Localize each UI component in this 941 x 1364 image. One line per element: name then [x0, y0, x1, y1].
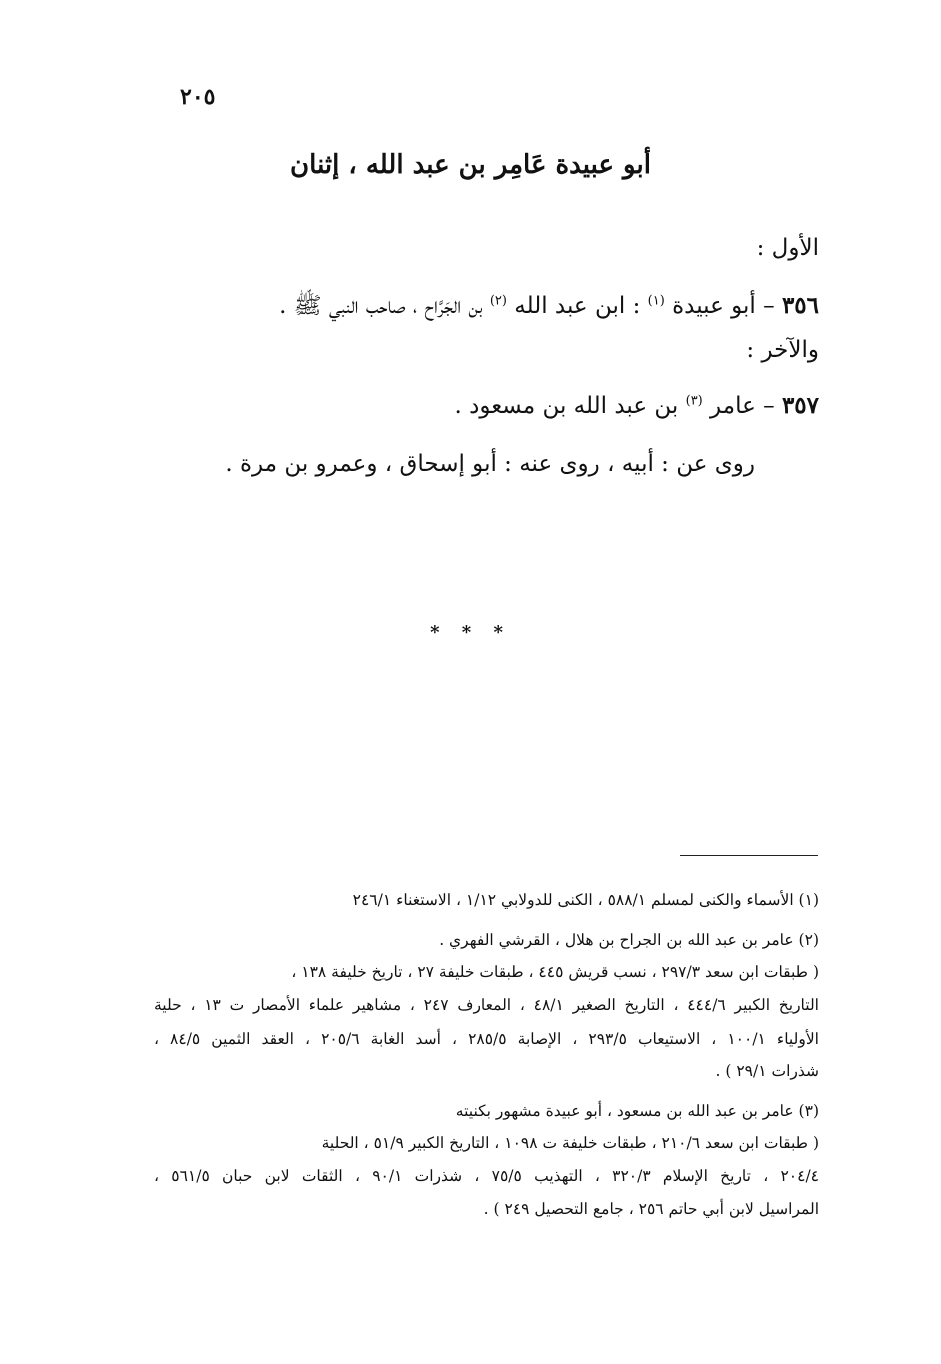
section-last-label: والآخر :	[746, 337, 819, 363]
entry-356	[279, 290, 819, 322]
entry-357-number: ٣٥٧	[781, 392, 819, 419]
footnote-3-line-2: ( طبقات ابن سعد ٢١٠/٦ ، طبقات خليفة ت ١٠٩٨ ، التاريخ الكبير ٥١/٩ ، الحلية	[321, 1134, 819, 1152]
section-first-label: الأول :	[756, 235, 819, 261]
narration-line: روى عن : أبيه ، روى عنه : أبو إسحاق ، وعمرو بن مرة .	[225, 451, 755, 477]
footnote-1: (١) الأسماء والكنى لمسلم ٥٨٨/١ ، الكنى للدولابي ١/١٢ ، الاستغناء ٢٤٦/١	[352, 891, 819, 909]
page-number: ٢٠٥	[180, 84, 216, 110]
entry-356-number: ٣٥٦	[781, 292, 819, 319]
entry-356-lineage: بن الجَرَّاح ، صاحب النبي ﷺ .	[279, 293, 490, 319]
entry-357-dash: –	[755, 393, 782, 419]
entry-357	[454, 390, 819, 422]
footnote-ref-3: (٣)	[685, 393, 703, 409]
footnote-divider	[680, 855, 818, 856]
entry-356-name: أبو عبيدة	[664, 293, 756, 319]
entry-356-dash: –	[755, 293, 782, 319]
footnote-2-line-5: شذرات ٢٩/١ ) .	[715, 1062, 819, 1080]
entry-357-lineage: بن عبد الله بن مسعود .	[454, 393, 686, 419]
footnote-2-line-2: ( طبقات ابن سعد ٢٩٧/٣ ، نسب قريش ٤٤٥ ، طبقات خليفة ٢٧ ، تاريخ خليفة ١٣٨ ،	[291, 963, 819, 981]
section-separator: * * *	[430, 622, 511, 643]
entry-356-father: : ابن عبد الله	[506, 293, 648, 319]
chapter-title: أبو عبيدة عَامِر بن عبد الله ، إثنان	[290, 150, 651, 180]
footnote-ref-1: (١)	[647, 293, 665, 309]
footnote-2-line-4: الأولياء ١٠٠/١ ، الاستيعاب ٢٩٣/٥ ، الإصابة ٢٨٥/٥ ، أسد الغابة ٢٠٥/٦ ، العقد الثمين ٨٤/٥ ،	[154, 1030, 819, 1048]
footnote-3-line-4: المراسيل لابن أبي حاتم ٢٥٦ ، جامع التحصيل ٢٤٩ ) .	[483, 1200, 819, 1218]
footnote-ref-2: (٢)	[489, 293, 507, 309]
footnote-3-line-3: ٢٠٤/٤ ، تاريخ الإسلام ٣٢٠/٣ ، التهذيب ٧٥/٥ ، شذرات ٩٠/١ ، الثقات لابن حبان ٥٦١/٥ ،	[154, 1167, 819, 1185]
footnote-2-line-1: (٢) عامر بن عبد الله بن الجراح بن هلال ، القرشي الفهري .	[439, 931, 819, 949]
footnote-3-line-1: (٣) عامر بن عبد الله بن مسعود ، أبو عبيدة مشهور بكنيته	[455, 1102, 819, 1120]
footnote-2-line-3: التاريخ الكبير ٤٤٤/٦ ، التاريخ الصغير ٤٨/١ ، المعارف ٢٤٧ ، مشاهير علماء الأمصار ت ١٣ ، حلية	[154, 996, 819, 1014]
entry-357-name: عامر	[702, 393, 756, 419]
